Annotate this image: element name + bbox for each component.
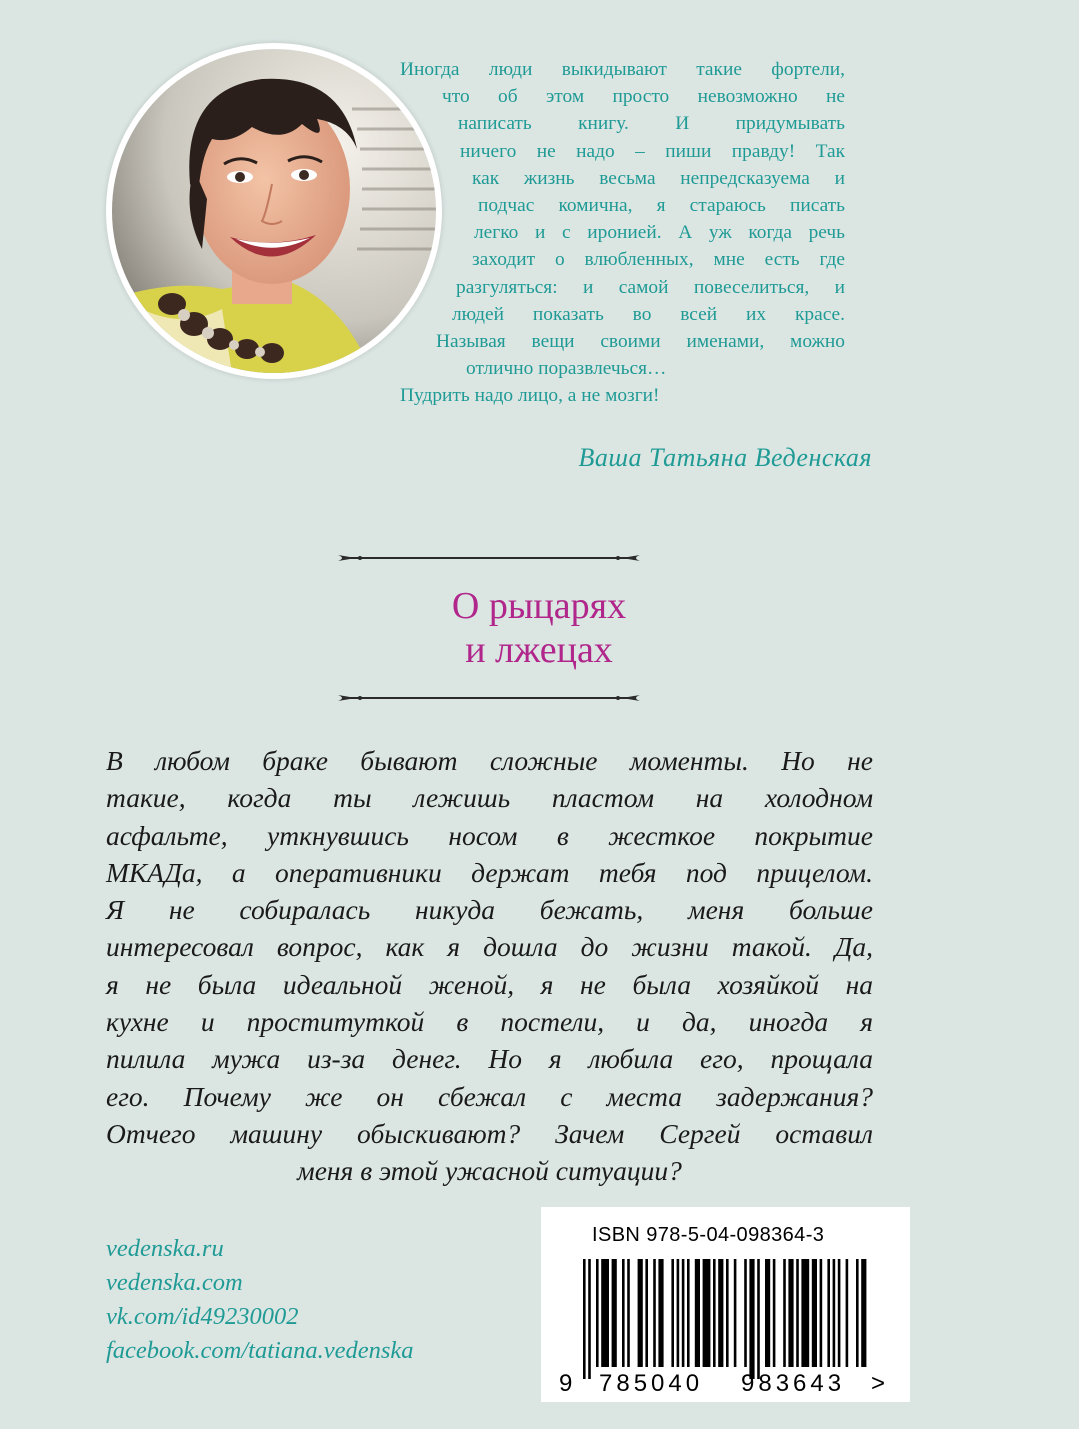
barcode-bar [757, 1259, 760, 1379]
quote-line: заходит о влюбленных, мне есть где [472, 249, 845, 271]
author-portrait [106, 43, 442, 379]
barcode-bar [749, 1259, 754, 1379]
author-links [106, 1232, 526, 1368]
barcode-bar [601, 1259, 609, 1367]
barcode-bar [861, 1259, 866, 1367]
annotation-line: такие, когда ты лежишь пластом на холодном [106, 782, 873, 814]
barcode-bar [658, 1259, 663, 1367]
quote-line: отлично поразвлечься… [466, 358, 667, 380]
link-vedenska-com[interactable]: vedenska.com [106, 1269, 243, 1296]
annotation-line: асфальте, уткнувшись носом в жесткое покрытие [106, 819, 873, 851]
barcode-bar [788, 1259, 793, 1367]
quote-line: как жизнь весьма непредсказуема и [472, 167, 845, 189]
annotation-line: пилила мужа из-за денег. Но я любила его, прощала [106, 1043, 873, 1075]
barcode-bar [695, 1259, 700, 1367]
barcode-bar [820, 1259, 823, 1367]
barcode-bar [796, 1259, 799, 1367]
barcode-bar [682, 1259, 685, 1367]
barcode-bar [583, 1259, 586, 1379]
barcode-bar [846, 1259, 849, 1367]
quote-line: подчас комична, я стараюсь писать [478, 195, 845, 217]
quote-line: людей показать во всей их красе. [452, 303, 845, 325]
author-signature: Ваша Татьяна Веденская [578, 443, 872, 472]
quote-line: Называя вещи своими именами, можно [436, 331, 845, 353]
annotation-line: интересовал вопрос, как я дошла до жизни такой. Да, [106, 931, 873, 963]
barcode-bar [713, 1259, 716, 1367]
barcode-graphic [541, 1207, 910, 1402]
barcode-bar [744, 1259, 747, 1367]
barcode-bar [677, 1259, 680, 1367]
quote-line: ничего не надо – пиши правду! Так [460, 140, 845, 162]
barcode-bar [671, 1259, 674, 1367]
barcode-bar [718, 1259, 723, 1367]
annotation-line: Отчего машину обыскивают? Зачем Сергей оставил [106, 1117, 873, 1149]
annotation-line: МКАДа, а оперативники держат тебя под прицелом. [106, 856, 873, 888]
barcode-bar [838, 1259, 841, 1367]
barcode-bar [596, 1259, 599, 1367]
quote-line: легко и с иронией. А уж когда речь [474, 222, 845, 244]
barcode-bar [703, 1259, 711, 1367]
quote-line: Иногда люди выкидывают такие фортели, [400, 59, 845, 80]
ornament-divider-bottom [338, 691, 640, 705]
barcode-bar [734, 1259, 737, 1367]
barcode-bar [588, 1259, 591, 1379]
annotation-line: меня в этой ужасной ситуации? [297, 1155, 682, 1187]
barcode-block [541, 1207, 910, 1402]
quote-line: что об этом просто невозможно не [442, 86, 845, 108]
link-vedenska-ru[interactable]: vedenska.ru [106, 1235, 224, 1262]
barcode-bar [687, 1259, 690, 1367]
annotation-line: Я не собиралась никуда бежать, меня больше [106, 894, 873, 926]
annotation-line: В любом браке бывают сложные моменты. Но не [106, 745, 873, 776]
ornament-divider-top [338, 551, 640, 565]
annotation-line: его. Почему же он сбежал с места задержания? [106, 1080, 873, 1112]
link-vk[interactable]: vk.com/id49230002 [106, 1303, 299, 1330]
book-title [300, 584, 778, 672]
barcode-digits-group2: 983643 [741, 1370, 846, 1397]
barcode-bar [645, 1259, 648, 1367]
barcode-digit-first: 9 [559, 1370, 573, 1397]
quote-line: Пудрить надо лицо, а не мозги! [400, 385, 660, 407]
barcode-bar [812, 1259, 817, 1367]
link-facebook[interactable]: facebook.com/tatiana.vedenska [106, 1337, 414, 1364]
barcode-bar [765, 1259, 770, 1367]
barcode-bar [638, 1259, 643, 1367]
barcode-bar [783, 1259, 786, 1367]
barcode-bar [833, 1259, 836, 1367]
barcode-bar [612, 1259, 617, 1367]
annotation-line: я не была идеальной женой, я не была хозяйкой на [106, 968, 873, 1000]
barcode-bar [827, 1259, 830, 1367]
barcode-bar [801, 1259, 809, 1367]
book-annotation [106, 742, 873, 1190]
quote-line: написать книгу. И придумывать [458, 113, 845, 135]
barcode-bar [627, 1259, 630, 1367]
book-title-line1: О рыцарях [451, 585, 627, 627]
barcode-bar [653, 1259, 656, 1367]
isbn-label: ISBN 978-5-04-098364-3 [592, 1224, 825, 1246]
barcode-bar [726, 1259, 729, 1367]
barcode-bar [856, 1259, 859, 1367]
barcode-bar [622, 1259, 625, 1367]
quote-line: разгуляться: и самой повеселиться, и [456, 276, 845, 298]
book-title-line2: и лжецах [465, 629, 613, 671]
author-quote [400, 56, 845, 410]
annotation-line: кухне и проституткой в постели, и да, иногда я [106, 1006, 873, 1038]
barcode-digits-group1: 785040 [599, 1370, 704, 1397]
barcode-bar [773, 1259, 776, 1367]
barcode-quiet-mark: > [871, 1370, 886, 1397]
